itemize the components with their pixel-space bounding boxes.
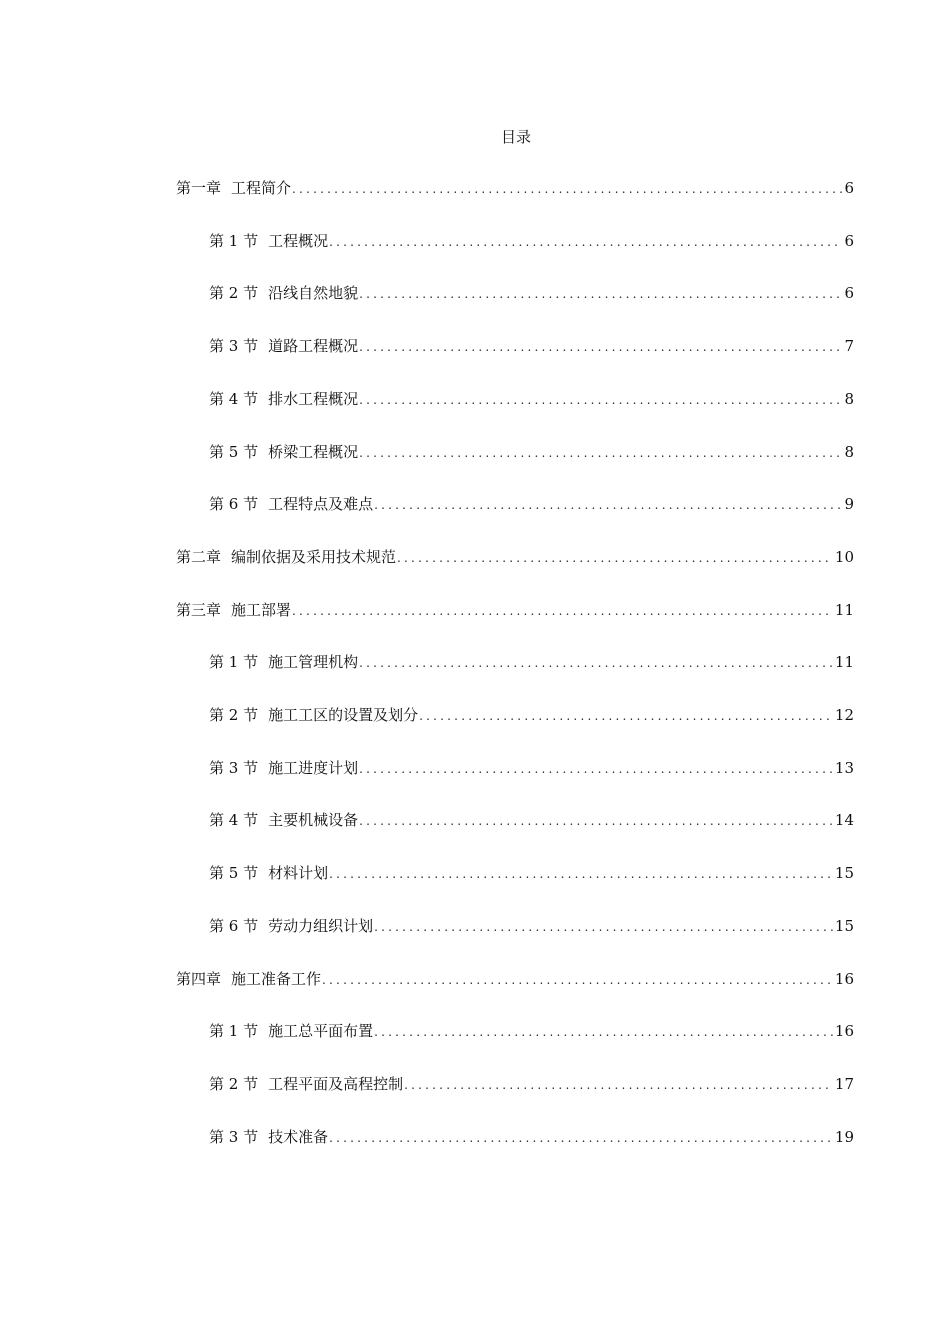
- toc-entry-title: 沿线自然地貌: [268, 284, 359, 303]
- toc-dot-leader: [358, 388, 842, 412]
- toc-dot-leader: [291, 599, 833, 623]
- toc-chapter-entry[interactable]: [176, 545, 854, 569]
- toc-dot-leader: [358, 757, 833, 781]
- toc-entry-number: 第 6 节: [209, 495, 259, 514]
- toc-dot-leader: [373, 493, 842, 517]
- toc-dot-leader: [358, 441, 842, 465]
- toc-entry-number: 第 1 节: [209, 231, 259, 250]
- toc-dot-leader: [373, 915, 833, 939]
- toc-entry-page-number: 6: [844, 231, 854, 250]
- toc-section-entry[interactable]: [209, 334, 854, 358]
- toc-section-entry[interactable]: [209, 756, 854, 780]
- toc-dot-leader: [358, 809, 833, 833]
- toc-entry-number: 第二章: [176, 547, 222, 566]
- toc-entry-page-number: 17: [834, 1074, 854, 1093]
- toc-entry-page-number: 13: [834, 758, 854, 777]
- toc-entry-number: 第 6 节: [209, 916, 259, 935]
- toc-entry-title: 工程平面及高程控制: [268, 1074, 404, 1093]
- toc-entry-title: 主要机械设备: [268, 811, 359, 830]
- toc-dot-leader: [373, 1020, 833, 1044]
- toc-dot-leader: [418, 704, 833, 728]
- toc-entry-page-number: 19: [834, 1127, 854, 1146]
- toc-entry-page-number: 11: [834, 653, 854, 672]
- toc-entry-number: 第四章: [176, 969, 222, 988]
- toc-chapter-entry[interactable]: [176, 176, 854, 200]
- toc-entry-page-number: 9: [844, 495, 854, 514]
- toc-entry-number: 第 3 节: [209, 337, 259, 356]
- toc-entry-title: 施工管理机构: [268, 653, 359, 672]
- toc-entry-number: 第 1 节: [209, 1022, 259, 1041]
- toc-entry-title: 工程概况: [268, 231, 329, 250]
- toc-entry-title: 施工总平面布置: [268, 1022, 374, 1041]
- toc-section-entry[interactable]: [209, 440, 854, 464]
- toc-dot-leader: [396, 546, 833, 570]
- toc-entry-title: 工程特点及难点: [268, 495, 374, 514]
- toc-section-entry[interactable]: [209, 229, 854, 253]
- toc-entry-number: 第 1 节: [209, 653, 259, 672]
- toc-dot-leader: [403, 1073, 833, 1097]
- toc-entry-title: 道路工程概况: [268, 337, 359, 356]
- toc-entry-title: 技术准备: [268, 1127, 329, 1146]
- toc-entry-page-number: 8: [844, 389, 854, 408]
- toc-entry-title: 施工进度计划: [268, 758, 359, 777]
- toc-dot-leader: [358, 282, 842, 306]
- toc-dot-leader: [358, 651, 833, 675]
- toc-entry-title: 桥梁工程概况: [268, 442, 359, 461]
- toc-section-entry[interactable]: [209, 1125, 854, 1149]
- toc-dot-leader: [291, 177, 842, 201]
- toc-section-entry[interactable]: [209, 808, 854, 832]
- toc-entry-title: 排水工程概况: [268, 389, 359, 408]
- toc-entry-title: 施工工区的设置及划分: [268, 706, 419, 724]
- toc-entry-page-number: 12: [834, 706, 854, 724]
- toc-section-entry[interactable]: [209, 281, 854, 305]
- toc-entry-number: 第 2 节: [209, 284, 259, 303]
- toc-entry-number: 第 2 节: [209, 1074, 259, 1093]
- toc-entry-title: 材料计划: [268, 864, 329, 883]
- toc-entry-title: 施工准备工作: [231, 969, 322, 988]
- toc-entry-page-number: 10: [834, 547, 854, 566]
- toc-section-entry[interactable]: [209, 1019, 854, 1043]
- toc-entry-page-number: 6: [844, 284, 854, 303]
- toc-section-entry[interactable]: [209, 914, 854, 938]
- toc-entry-number: 第 2 节: [209, 706, 259, 724]
- toc-entry-number: 第 5 节: [209, 864, 259, 883]
- toc-dot-leader: [358, 335, 842, 359]
- toc-dot-leader: [321, 968, 833, 992]
- toc-entry-page-number: 15: [834, 916, 854, 935]
- toc-entry-number: 第三章: [176, 600, 222, 619]
- toc-entry-number: 第 3 节: [209, 1127, 259, 1146]
- toc-entry-title: 编制依据及采用技术规范: [231, 547, 397, 566]
- toc-section-entry[interactable]: [209, 1072, 854, 1096]
- toc-entry-number: 第一章: [176, 179, 222, 197]
- toc-section-entry[interactable]: [209, 387, 854, 411]
- toc-dot-leader: [328, 230, 842, 254]
- toc-entry-title: 劳动力组织计划: [268, 916, 374, 935]
- toc-entry-number: 第 4 节: [209, 811, 259, 830]
- toc-section-entry[interactable]: [209, 861, 854, 885]
- toc-entry-title: 工程简介: [231, 179, 292, 197]
- toc-entry-page-number: 15: [834, 864, 854, 883]
- toc-entry-number: 第 3 节: [209, 758, 259, 777]
- toc-entry-page-number: 11: [834, 600, 854, 619]
- toc-dot-leader: [328, 862, 833, 886]
- toc-dot-leader: [328, 1126, 833, 1150]
- toc-section-entry[interactable]: [209, 650, 854, 674]
- toc-entry-page-number: 16: [834, 969, 854, 988]
- toc-entry-title: 施工部署: [231, 600, 292, 619]
- toc-section-entry[interactable]: [209, 703, 854, 727]
- toc-entry-number: 第 5 节: [209, 442, 259, 461]
- toc-entry-page-number: 16: [834, 1022, 854, 1041]
- toc-section-entry[interactable]: [209, 492, 854, 516]
- toc-title: 目录: [500, 128, 531, 146]
- toc-entry-page-number: 8: [844, 442, 854, 461]
- toc-entry-page-number: 7: [844, 337, 854, 356]
- toc-entry-number: 第 4 节: [209, 389, 259, 408]
- toc-chapter-entry[interactable]: [176, 598, 854, 622]
- toc-entry-page-number: 6: [844, 179, 854, 197]
- toc-entry-page-number: 14: [834, 811, 854, 830]
- toc-chapter-entry[interactable]: [176, 967, 854, 991]
